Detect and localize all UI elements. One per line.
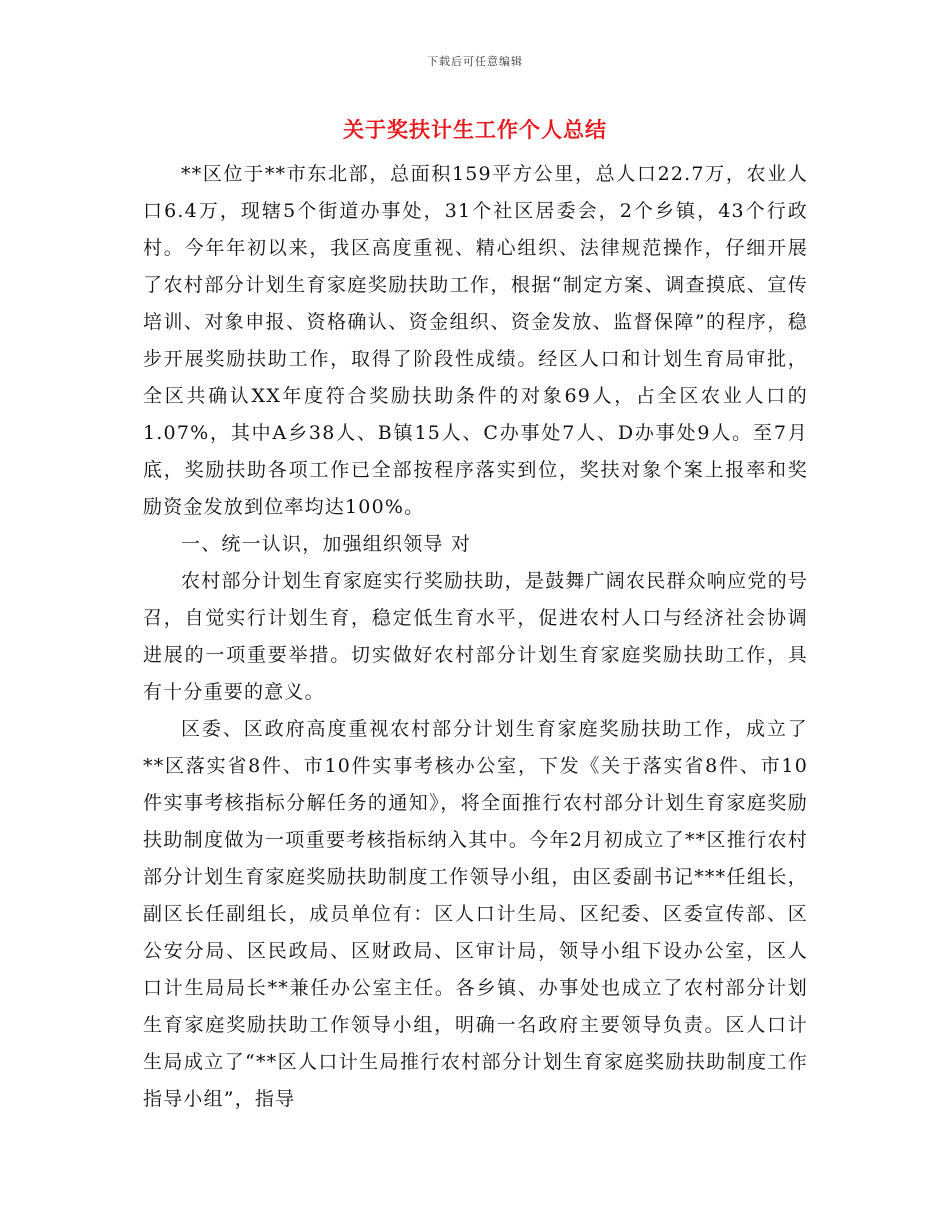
paragraph-organization: 区委、区政府高度重视农村部分计划生育家庭奖励扶助工作，成立了**区落实省8件、市10件实事考核办公室，下发《关于落实省8件、市10件实事考核指标分解任务的通知》，将全面推行农村部分计划生育家庭奖励扶助制度做为一项重要考核指标纳入其中。今年2月初成立了**区推行农村部分计划生育家庭奖励扶助制度工作领导小组，由区委副书记***任组长，副区长任副组长，成员单位有：区人口计生局、区纪委、区委宣传部、区公安分局、区民政局、区财政局、区审计局，领导小组下设办公室，区人口计生局局长**兼任办公室主任。各乡镇、办事处也成立了农村部分计划生育家庭奖励扶助工作领导小组，明确一名政府主要领导负责。区人口计生局成立了“**区人口计生局推行农村部分计划生育家庭奖励扶助制度工作指导小组”，指导 <box>143 718 808 1110</box>
paragraph-intro: **区位于**市东北部，总面积159平方公里，总人口22.7万，农业人口6.4万，现辖5个街道办事处，31个社区居委会，2个乡镇，43个行政村。今年年初以来，我区高度重视、精心组织、法律规范操作，仔细开展了农村部分计划生育家庭奖励扶助工作，根据“制定方案、调查摸底、宣传培训、对象申报、资格确认、资金组织、资金发放、监督保障”的程序，稳步开展奖励扶助工作，取得了阶段性成绩。经区人口和计划生育局审批，全区共确认XX年度符合奖励扶助条件的对象69人，占全区农业人口的1.07%，其中A乡38人、B镇15人、C办事处7人、D办事处9人。至7月底，奖励扶助各项工作已全部按程序落实到位，奖扶对象个案上报率和奖励资金发放到位率均达100%。 <box>143 163 808 518</box>
section-heading: 一、统一认识，加强组织领导 对 <box>181 533 472 555</box>
document-title: 关于奖扶计生工作个人总结 <box>343 118 607 142</box>
paragraph-significance: 农村部分计划生育家庭实行奖励扶助，是鼓舞广阔农民群众响应党的号召，自觉实行计划生育，稳定低生育水平，促进农村人口与经济社会协调进展的一项重要举措。切实做好农村部分计划生育家庭奖励扶助工作，具有十分重要的意义。 <box>143 570 808 703</box>
header-note: 下载后可任意编辑 <box>427 55 523 68</box>
document-body <box>143 156 808 1118</box>
